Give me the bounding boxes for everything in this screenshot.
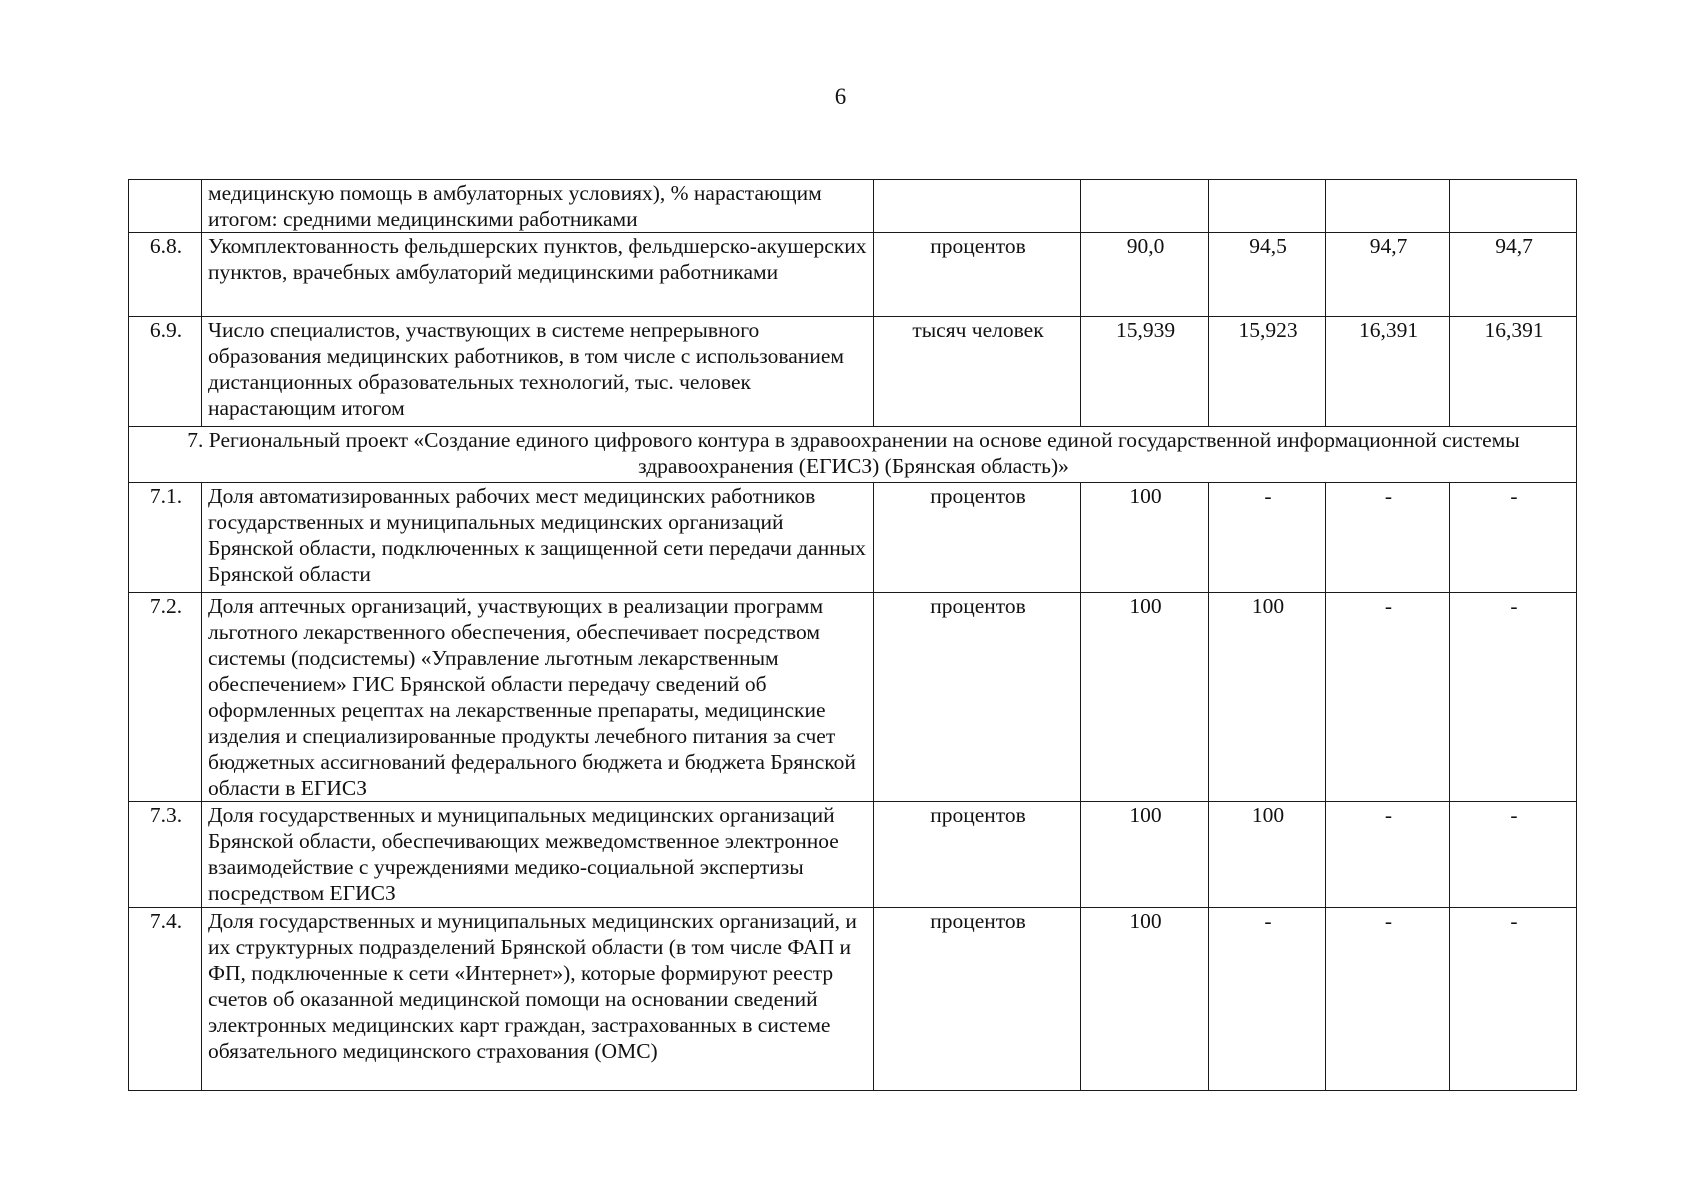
row-number: 7.2. [129,593,202,802]
row-value-2 [1209,180,1326,233]
row-value-2: 100 [1209,593,1326,802]
row-unit [874,180,1081,233]
row-number [129,180,202,233]
table-row [129,802,1577,908]
row-number: 6.8. [129,233,202,317]
row-value-4: 16,391 [1450,317,1577,427]
row-value-1: 100 [1081,802,1209,908]
row-number: 7.3. [129,802,202,908]
row-value-1: 100 [1081,593,1209,802]
row-indicator-text: медицинскую помощь в амбулаторных условиях), % нарастающим итогом: средними медицинскими работниками [202,180,874,233]
row-value-4: - [1450,802,1577,908]
row-unit: процентов [874,593,1081,802]
table-row [129,180,1577,233]
table-row [129,233,1577,317]
section-title: 7. Региональный проект «Создание единого цифрового контура в здравоохранении на основе единой государственной информационной системы здравоохранения (ЕГИСЗ) (Брянская область)» [129,427,1577,483]
row-number: 6.9. [129,317,202,427]
row-value-3: - [1326,908,1450,1091]
row-value-4 [1450,180,1577,233]
table-row [129,317,1577,427]
row-value-4: 94,7 [1450,233,1577,317]
row-indicator-text: Доля автоматизированных рабочих мест медицинских работников государственных и муниципальных медицинских организаций Брянской области, подключенных к защищенной сети передачи данных Брянской области [202,483,874,593]
row-value-4: - [1450,593,1577,802]
row-unit: процентов [874,908,1081,1091]
row-value-1 [1081,180,1209,233]
row-value-2: - [1209,908,1326,1091]
row-value-3 [1326,180,1450,233]
section-header-row [129,427,1577,483]
row-unit: процентов [874,483,1081,593]
row-unit: тысяч человек [874,317,1081,427]
row-indicator-text: Доля государственных и муниципальных медицинских организаций Брянской области, обеспечивающих межведомственное электронное взаимодействие с учреждениями медико-социальной экспертизы посредством ЕГИСЗ [202,802,874,908]
row-value-3: - [1326,593,1450,802]
table-row [129,908,1577,1091]
row-value-1: 100 [1081,483,1209,593]
table-row [129,593,1577,802]
row-number: 7.1. [129,483,202,593]
row-indicator-text: Укомплектованность фельдшерских пунктов, фельдшерско-акушерских пунктов, врачебных амбулаторий медицинскими работниками [202,233,874,317]
row-value-1: 15,939 [1081,317,1209,427]
row-unit: процентов [874,802,1081,908]
row-value-2: 15,923 [1209,317,1326,427]
row-value-3: 16,391 [1326,317,1450,427]
row-value-2: - [1209,483,1326,593]
row-indicator-text: Доля аптечных организаций, участвующих в реализации программ льготного лекарственного обеспечения, обеспечивает посредством системы (подсистемы) «Управление льготным лекарственным обеспечением» ГИС Брянской области передачу сведений об оформленных рецептах на лекарственные препараты, медицинские изделия и специализированные продукты лечебного питания за счет бюджетных ассигнований федерального бюджета и бюджета Брянской области в ЕГИСЗ [202,593,874,802]
row-number: 7.4. [129,908,202,1091]
row-unit: процентов [874,233,1081,317]
page-number: 6 [834,84,847,109]
row-indicator-text: Доля государственных и муниципальных медицинских организаций, и их структурных подразделений Брянской области (в том числе ФАП и ФП, подключенные к сети «Интернет»), которые формируют реестр счетов об оказанной медицинской помощи на основании сведений электронных медицинских карт граждан, застрахованных в системе обязательного медицинского страхования (ОМС) [202,908,874,1091]
row-value-4: - [1450,483,1577,593]
row-value-3: - [1326,802,1450,908]
row-indicator-text: Число специалистов, участвующих в системе непрерывного образования медицинских работников, в том числе с использованием дистанционных образовательных технологий, тыс. человек нарастающим итогом [202,317,874,427]
row-value-4: - [1450,908,1577,1091]
table-row [129,483,1577,593]
row-value-3: - [1326,483,1450,593]
row-value-2: 100 [1209,802,1326,908]
row-value-1: 100 [1081,908,1209,1091]
indicators-table [128,179,1577,1091]
row-value-3: 94,7 [1326,233,1450,317]
row-value-1: 90,0 [1081,233,1209,317]
row-value-2: 94,5 [1209,233,1326,317]
